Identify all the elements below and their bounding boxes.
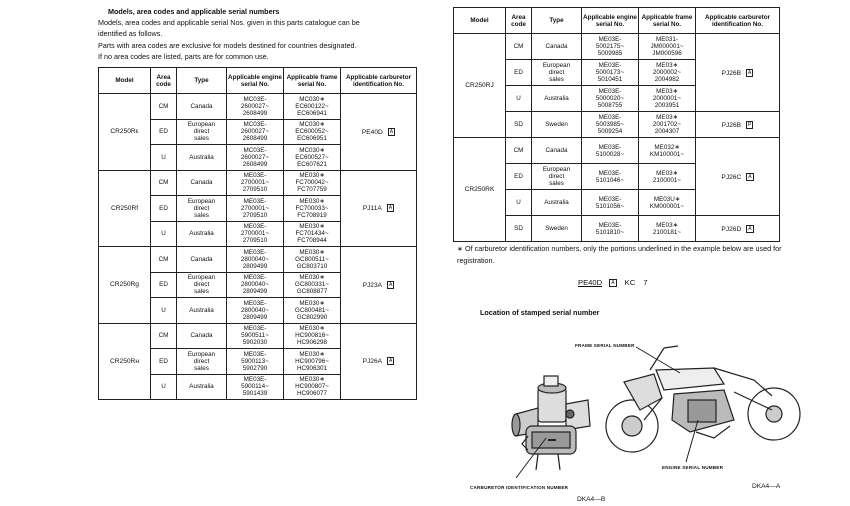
type-cell: Canada [177, 323, 227, 349]
type-cell: European direct sales [532, 60, 582, 86]
frame-serial-cell: ME030∗ GC800481~ GC802990 [284, 298, 341, 324]
note-bullet: ∗ [457, 244, 464, 253]
table-row [454, 138, 780, 164]
carb-id-cell [696, 216, 780, 242]
header-type: Type [177, 68, 227, 94]
engine-serial-cell: ME03E- 5900511~ 5902030 [227, 323, 284, 349]
header-carb: Applicable carburetor identification No. [696, 8, 780, 34]
carb-id-mark: A [389, 281, 393, 288]
carb-id-cell [696, 138, 780, 216]
header-frame: Applicable frame serial No. [284, 68, 341, 94]
carb-id-value: PE40D [361, 128, 383, 136]
carb-id-cell [341, 323, 417, 400]
model-cell: CR250RJ [454, 34, 506, 138]
engine-serial-cell: ME03E- 5101810~ [582, 216, 639, 242]
example-extra: 7 [643, 278, 648, 287]
type-cell: European direct sales [177, 349, 227, 375]
header-type: Type [532, 8, 582, 34]
engine-serial-cell: ME03E- 2800040~ 2809499 [227, 298, 284, 324]
type-cell: Australia [532, 86, 582, 112]
area-code-cell: U [506, 190, 532, 216]
carb-leader-line [512, 436, 552, 480]
header-area: Area code [151, 68, 177, 94]
carb-id-cell [696, 34, 780, 112]
example-mark: A [611, 280, 615, 286]
engine-serial-cell: ME03E- 5101056~ [582, 190, 639, 216]
header-engine: Applicable engine serial No. [227, 68, 284, 94]
type-cell: European direct sales [177, 196, 227, 222]
header-model: Model [99, 68, 151, 94]
carb-id-mark: A [748, 225, 752, 232]
carb-id-mark: A [748, 173, 752, 180]
area-code-cell: SD [506, 112, 532, 138]
carb-id-mark: A [388, 205, 393, 212]
header-frame: Applicable frame serial No. [639, 8, 696, 34]
serial-table-left [98, 67, 417, 400]
engine-serial-cell: MC03E- 2600027~ 2608499 [227, 94, 284, 120]
frame-serial-cell: MC030∗ EC600527~ EC607621 [284, 145, 341, 171]
frame-serial-cell: MC030∗ EC600122~ EC606941 [284, 94, 341, 120]
engine-serial-cell: ME03E- 5101046~ [582, 164, 639, 190]
area-code-cell: ED [151, 272, 177, 298]
engine-serial-cell: ME03E- 5900113~ 5902790 [227, 349, 284, 375]
frame-serial-cell: ME030∗ HC900796~ HC906301 [284, 349, 341, 375]
frame-serial-cell: ME03∗ 2000001~ 2003951 [639, 86, 696, 112]
engine-serial-cell: ME03E- 5900114~ 5901439 [227, 374, 284, 400]
intro-line: Models, area codes and applicable serial Nos. given in this parts catalogue can be [98, 18, 360, 28]
carb-id-value: PJ23A [362, 281, 383, 289]
intro-text [98, 6, 428, 62]
area-code-cell: SD [506, 216, 532, 242]
type-cell: Australia [177, 221, 227, 247]
intro-line: Parts with area codes are exclusive for models destined for countries designated. [98, 40, 357, 50]
engine-serial-cell: MC03E- 2600027~ 2608499 [227, 119, 284, 145]
carb-id-mark: A [389, 128, 394, 135]
table-row [99, 170, 417, 196]
model-cell: CR250Rн [99, 323, 151, 400]
type-cell: Australia [177, 374, 227, 400]
carb-id-mark: P [748, 121, 752, 128]
model-cell: CR250Rg [99, 247, 151, 324]
engine-serial-cell: ME03E- 5002175~ 5009985 [582, 34, 639, 60]
model-cell: CR250RK [454, 138, 506, 242]
example-suffix: KC [624, 278, 636, 287]
engine-serial-cell: ME03E- 2800040~ 2809499 [227, 247, 284, 273]
frame-serial-cell: ME030∗ FC700042~ FC707759 [284, 170, 341, 196]
engine-serial-cell: ME03E- 2700001~ 2709510 [227, 170, 284, 196]
area-code-cell: CM [151, 323, 177, 349]
area-code-cell: ED [151, 119, 177, 145]
carb-id-cell [341, 170, 417, 247]
frame-serial-cell: ME030∗ FC700033~ FC708919 [284, 196, 341, 222]
engine-serial-cell: MC03E- 2600027~ 2608499 [227, 145, 284, 171]
engine-serial-cell: ME03E- 5003985~ 5009254 [582, 112, 639, 138]
header-engine: Applicable engine serial No. [582, 8, 639, 34]
type-cell: Canada [532, 138, 582, 164]
table-row [454, 34, 780, 60]
area-code-cell: U [151, 221, 177, 247]
frame-serial-cell: ME030∗ HC900816~ HC906298 [284, 323, 341, 349]
area-code-cell: ED [151, 196, 177, 222]
engine-leader-line [676, 418, 706, 464]
example-code: PE40D [578, 278, 603, 287]
carb-id-value: PJ26B [721, 121, 742, 129]
area-code-cell: ED [506, 164, 532, 190]
carb-note [457, 243, 793, 267]
intro-line: identified as follows. [98, 29, 163, 39]
area-code-cell: ED [151, 349, 177, 375]
type-cell: Canada [177, 247, 227, 273]
type-cell: Canada [177, 170, 227, 196]
intro-heading: Models, area codes and applicable serial numbers [108, 7, 280, 16]
frame-serial-cell: ME03∗ 2000002~ 2004982 [639, 60, 696, 86]
type-cell: Sweden [532, 112, 582, 138]
frame-serial-cell: ME031- JM000001~ JM000596 [639, 34, 696, 60]
area-code-cell: CM [506, 34, 532, 60]
carb-id-mark: A [748, 69, 752, 76]
frame-serial-cell: ME030∗ GC800331~ GC808877 [284, 272, 341, 298]
intro-line: If no area codes are listed, parts are for common use. [98, 51, 269, 61]
location-title: Location of stamped serial number [480, 308, 600, 317]
carb-example [578, 278, 648, 287]
carb-id-cell [341, 94, 417, 171]
area-code-cell: ED [506, 60, 532, 86]
carb-id-mark: A [389, 358, 393, 365]
carb-id-cell [341, 247, 417, 324]
frame-serial-cell: ME030∗ FC701434~ FC708944 [284, 221, 341, 247]
carb-id-value: PJ26C [721, 173, 742, 181]
engine-serial-cell: ME03E- 5000020~ 5008755 [582, 86, 639, 112]
engine-serial-cell: ME03E- 2700001~ 2709510 [227, 196, 284, 222]
type-cell: European direct sales [532, 164, 582, 190]
area-code-cell: U [151, 374, 177, 400]
type-cell: Australia [177, 298, 227, 324]
carb-id-value: PJ11A [362, 205, 382, 212]
area-code-cell: CM [151, 170, 177, 196]
area-code-cell: U [151, 145, 177, 171]
model-cell: CR250Rf [99, 170, 151, 247]
carb-id-cell [696, 112, 780, 138]
engine-serial-cell: ME03E- 5100028~ [582, 138, 639, 164]
engine-serial-cell: ME03E- 5000173~ 5010451 [582, 60, 639, 86]
area-code-cell: U [506, 86, 532, 112]
frame-serial-cell: ME03∗ 2100001~ [639, 164, 696, 190]
model-cell: CR250Rε [99, 94, 151, 171]
engine-serial-cell: ME03E- 2700001~ 2709510 [227, 221, 284, 247]
type-cell: Australia [177, 145, 227, 171]
area-code-cell: CM [506, 138, 532, 164]
header-model: Model [454, 8, 506, 34]
header-carb: Applicable carburetor identification No. [341, 68, 417, 94]
frame-serial-cell: ME03∗ 2001702~ 2004307 [639, 112, 696, 138]
carb-id-label: CARBURETOR IDENTIFICATION NUMBER [470, 485, 569, 490]
frame-serial-cell: ME03∗ 2100181~ [639, 216, 696, 242]
engine-serial-label: ENGINE SERIAL NUMBER [662, 465, 724, 470]
header-area: Area code [506, 8, 532, 34]
type-cell: Canada [177, 94, 227, 120]
frame-serial-cell: ME032∗ KM100001~ [639, 138, 696, 164]
type-cell: European direct sales [177, 272, 227, 298]
frame-leader-line [634, 343, 684, 377]
area-code-cell: CM [151, 247, 177, 273]
table-row [99, 94, 417, 120]
note-text: Of carburetor identification numbers, only the portions underlined in the example below are used for registration. [457, 244, 782, 265]
type-cell: Canada [532, 34, 582, 60]
figure-caption-a: DKA4—A [752, 483, 781, 490]
carb-id-value: PJ26D [721, 225, 742, 233]
engine-serial-cell: ME03E- 2800040~ 2809499 [227, 272, 284, 298]
figure-caption-b: DKA4—B [577, 496, 606, 503]
frame-serial-cell: ME030∗ GC800511~ GC803710 [284, 247, 341, 273]
serial-table-right [453, 7, 780, 242]
table-row [99, 247, 417, 273]
frame-serial-cell: ME030∗ HC900807~ HC906077 [284, 374, 341, 400]
frame-serial-cell: ME03U∗ KM000001~ [639, 190, 696, 216]
carb-id-value: PJ26A [362, 358, 383, 365]
table-row [99, 323, 417, 349]
frame-serial-label: FRAME SERIAL NUMBER [575, 343, 635, 348]
area-code-cell: U [151, 298, 177, 324]
type-cell: Sweden [532, 216, 582, 242]
carb-id-value: PJ26B [721, 69, 742, 77]
type-cell: Australia [532, 190, 582, 216]
area-code-cell: CM [151, 94, 177, 120]
frame-serial-cell: MC030∗ EC600052~ EC606951 [284, 119, 341, 145]
type-cell: European direct sales [177, 119, 227, 145]
